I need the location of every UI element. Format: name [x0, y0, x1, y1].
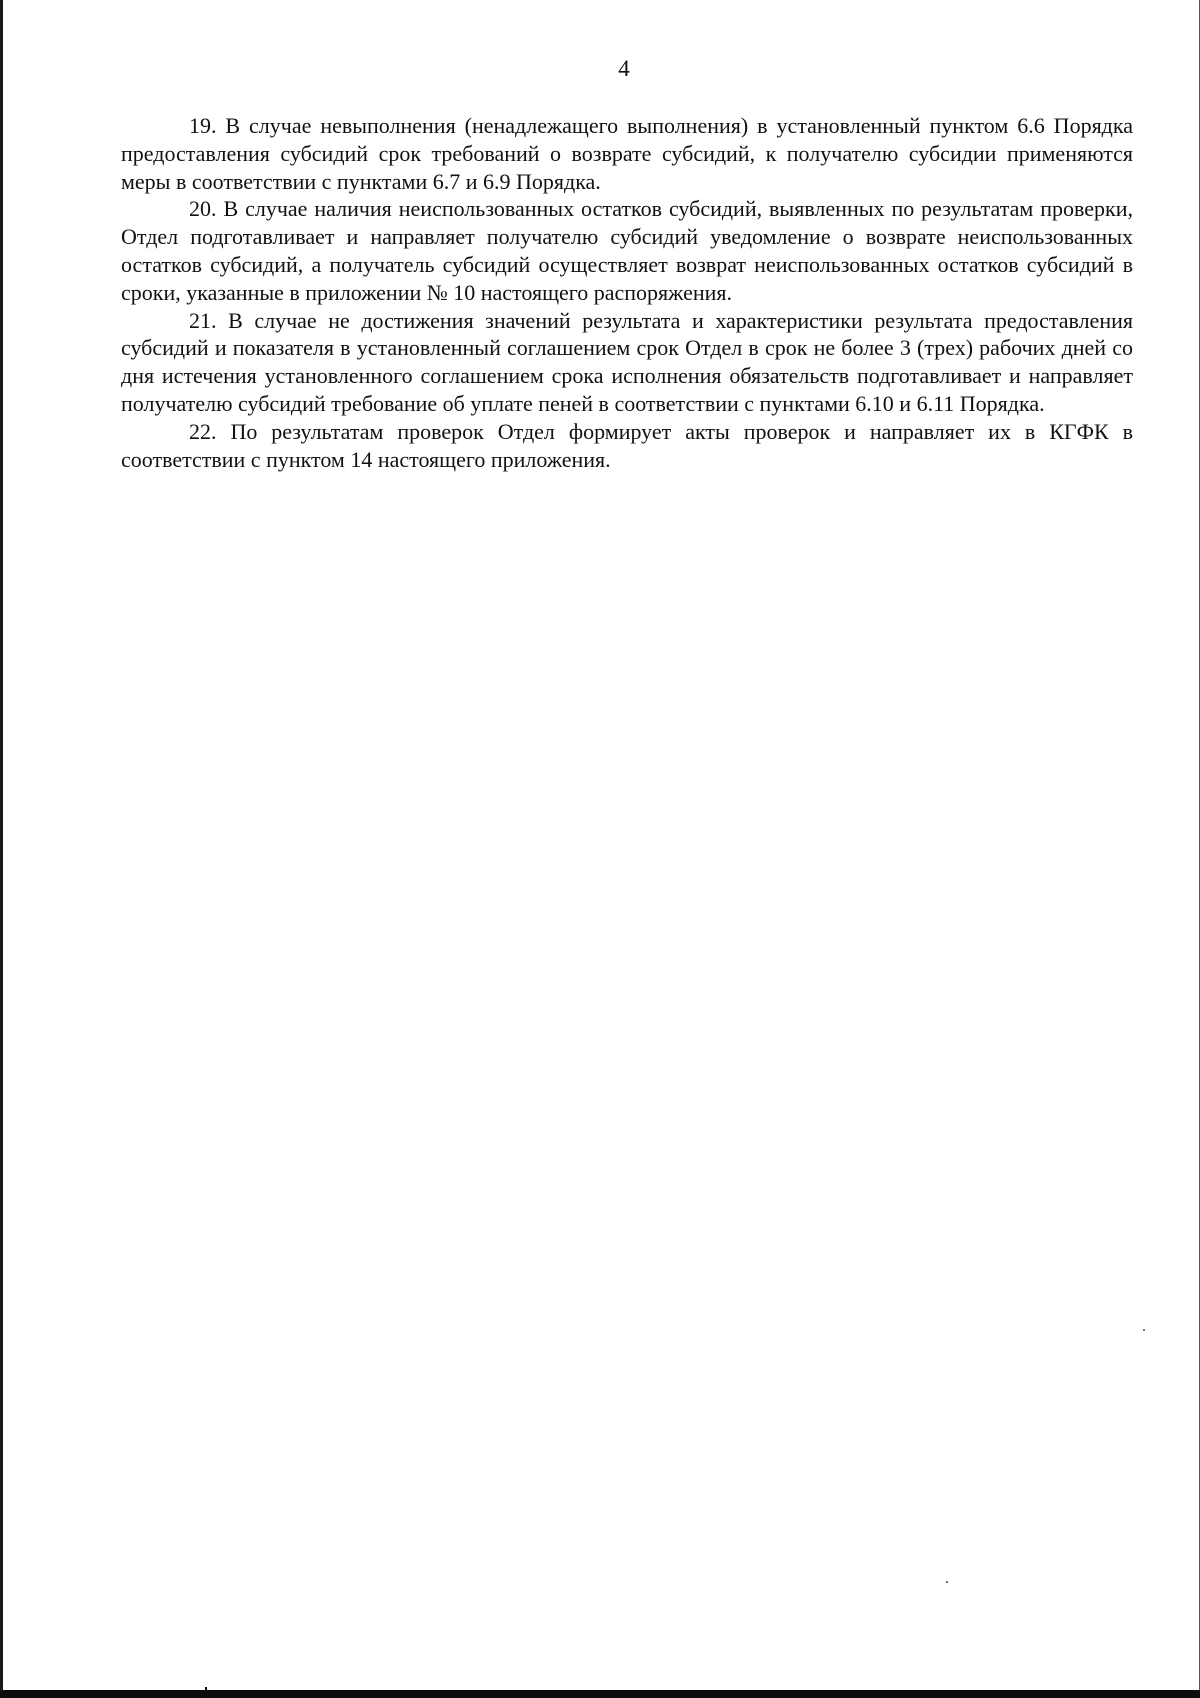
scan-speck [1143, 1329, 1145, 1331]
paragraph-21: 21. В случае не достижения значений результата и характеристики результата предоставления субсидий и показателя в установленный соглашением срок Отдел в срок не более 3 (трех) рабочих дней со дня истечения установленного соглашением срока исполнения обязательств подготавливает и направляет получателю субсидий требование об уплате пеней в соответствии с пунктами 6.10 и 6.11 Порядка. [121, 307, 1133, 416]
document-body [121, 112, 1133, 473]
scan-bottom-notch [205, 1687, 207, 1690]
page-number: 4 [618, 56, 630, 81]
paragraph-19: 19. В случае невыполнения (ненадлежащего выполнения) в установленный пунктом 6.6 Порядка предоставления субсидий срок требований о возврате субсидий, к получателю субсидии применяются меры в соответствии с пунктами 6.7 и 6.9 Порядка. [121, 113, 1133, 194]
scan-left-border [0, 0, 3, 1698]
paragraph-22: 22. По результатам проверок Отдел формирует акты проверок и направляет их в КГФК в соответствии с пунктом 14 настоящего приложения. [121, 418, 1133, 472]
scan-bottom-border [0, 1690, 1200, 1698]
paragraph-20: 20. В случае наличия неиспользованных остатков субсидий, выявленных по результатам проверки, Отдел подготавливает и направляет получателю субсидий уведомление о возврате неиспользованных остатков субсидий, а получатель субсидий осуществляет возврат неиспользованных остатков субсидий в сроки, указанные в приложении № 10 настоящего распоряжения. [121, 196, 1133, 305]
scan-speck [946, 1581, 948, 1583]
